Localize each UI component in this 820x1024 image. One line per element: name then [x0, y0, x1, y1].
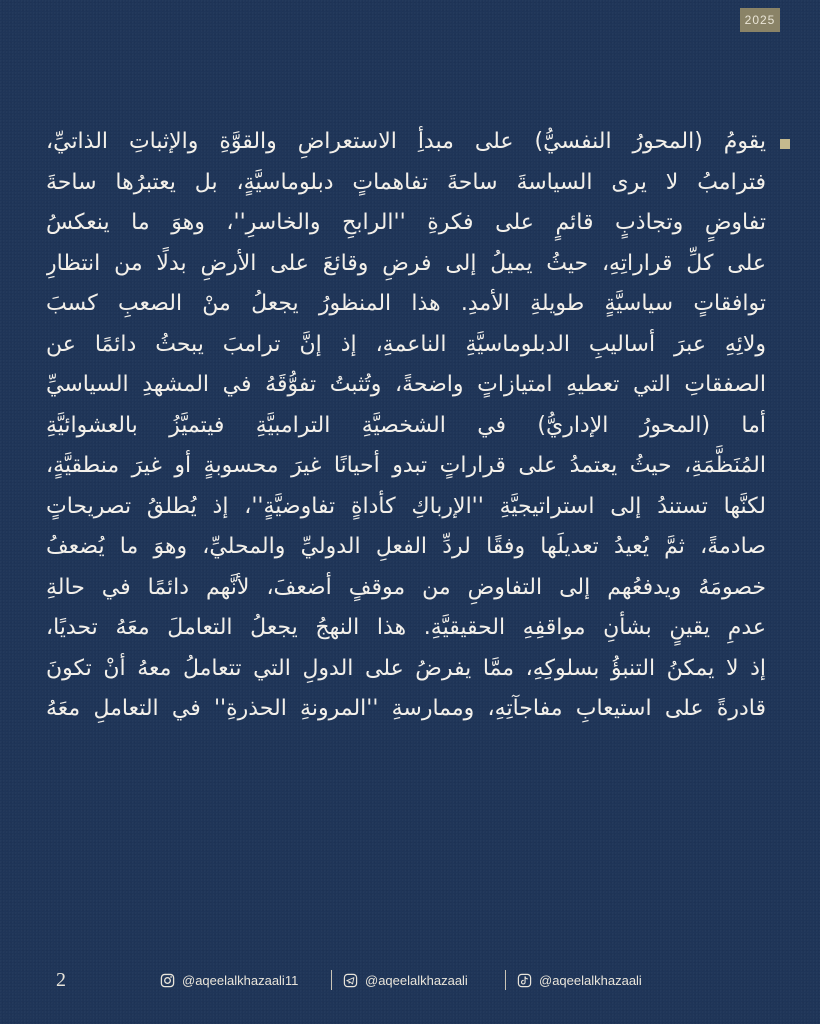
text-line: لكنَّها تستندُ إلى استراتيجيَّةِ ''الإرباكِ كأداةٍ تفاوضيَّةٍ''، إذ يُطلقُ تصريحاتٍ — [46, 493, 766, 519]
bullet-marker — [780, 139, 790, 149]
text-line: عدمِ يقينٍ بشأنِ مواقفِهِ الحقيقيَّةِ. هذا النهجُ يجعلُ التعاملَ معَهُ تحديًا، — [46, 615, 766, 640]
page-number: 2 — [56, 969, 66, 991]
text-line: ولائِهِ عبرَ أساليبِ الدبلوماسيَّةِ الناعمةِ، إذ إنَّ ترامبَ يبحثُ دائمًا عن — [46, 331, 766, 357]
instagram-icon — [160, 973, 175, 988]
text-line: أما (المحورُ الإداريُّ) في الشخصيَّةِ الترامبيَّةِ فيتميَّزُ بالعشوائيَّةِ — [46, 412, 766, 438]
text-line: خصومَهُ ويدفعُهم إلى التفاوضِ من موقفٍ أضعفَ، لأنَّهم دائمًا في حالةِ — [46, 574, 766, 600]
text-line: صادمةً، ثمَّ يُعيدُ تعديلَها وفقًا لردِّ الفعلِ الدوليِّ والمحليِّ، وهوَ ما يُضعفُ — [46, 534, 766, 559]
text-line: إذ لا يمكنُ التنبؤُ بسلوكِهِ، ممَّا يفرضُ على الدولِ التي تتعاملُ معهُ أنْ تكونَ — [46, 655, 766, 681]
instagram-handle: @aqeelalkhazaali11 — [182, 972, 299, 988]
telegram-handle: @aqeelalkhazaali — [365, 972, 468, 988]
text-line: الصفقاتِ التي تعطيهِ امتيازاتٍ واضحةً، وتُثبتُ تفوُّقَهُ في المشهدِ السياسيِّ — [46, 372, 766, 397]
telegram-icon — [343, 973, 358, 988]
text-line: يقومُ (المحورُ النفسيُّ) على مبدأِ الاستعراضِ والقوَّةِ والإثباتِ الذاتيِّ، — [46, 129, 766, 154]
text-line: المُنَظَّمَةِ، حيثُ يعتمدُ على قراراتٍ تبدو أحيانًا غيرَ محسوبةٍ أو غيرَ منطقيَّةٍ، — [46, 453, 766, 478]
footer — [0, 966, 820, 996]
instagram-link[interactable] — [160, 968, 298, 992]
text-line: فترامبُ لا يرى السياسةَ ساحةَ تفاهماتٍ دبلوماسيَّةٍ، بل يعتبرُها ساحةَ — [46, 169, 766, 195]
tiktok-link[interactable] — [517, 968, 642, 992]
text-line: توافقاتٍ سياسيَّةٍ طويلةِ الأمدِ. هذا المنظورُ يجعلُ منْ الصعبِ كسبَ — [46, 291, 766, 316]
text-line: قادرةً على استيعابِ مفاجآتِهِ، وممارسةِ ''المرونةِ الحذرةِ'' في التعاملِ معَهُ — [46, 696, 766, 721]
text-line: تفاوضٍ وتجاذبٍ قائمٍ على فكرةِ ''الرابحِ والخاسرِ''، وهوَ ما ينعكسُ — [46, 210, 766, 235]
tiktok-icon — [517, 973, 532, 988]
tiktok-handle: @aqeelalkhazaali — [539, 972, 642, 988]
text-line: على كلِّ قراراتِهِ، حيثُ يميلُ إلى فرضِ وقائعَ على الأرضِ بدلًا من انتظارِ — [46, 250, 766, 276]
footer-divider — [505, 970, 506, 990]
article-body — [46, 122, 790, 892]
footer-divider — [331, 970, 332, 990]
year-badge: 2025 — [740, 8, 780, 32]
telegram-link[interactable] — [343, 968, 468, 992]
